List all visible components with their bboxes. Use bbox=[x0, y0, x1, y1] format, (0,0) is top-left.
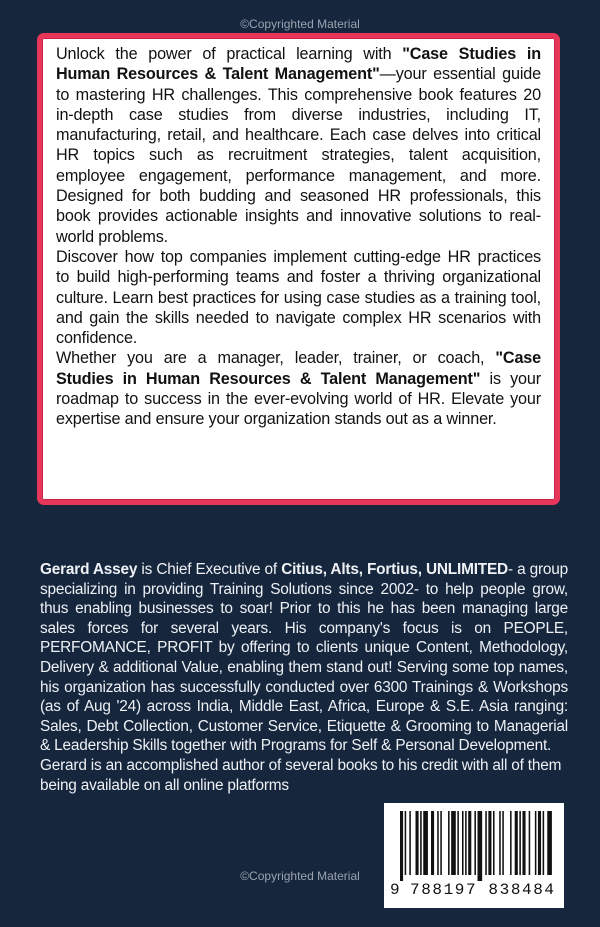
copyright-watermark-top: ©Copyrighted Material bbox=[240, 17, 360, 31]
barcode-bar bbox=[457, 811, 459, 875]
blurb-p3-intro: Whether you are a manager, leader, trainer, or coach, bbox=[56, 349, 496, 368]
barcode-bar bbox=[519, 811, 521, 875]
blurb-book-title-repeat: "Case Studies in Human Resources & Talent Management" bbox=[56, 349, 541, 388]
barcode-bar bbox=[510, 811, 512, 875]
barcode-bar bbox=[437, 811, 439, 875]
barcode-bar bbox=[405, 811, 407, 875]
barcode-bar bbox=[440, 811, 442, 875]
author-bio-closing: Gerard is an accomplished author of several books to his credit with all of them being available on all online platforms bbox=[40, 756, 562, 794]
barcode-bar bbox=[535, 811, 537, 875]
isbn-barcode bbox=[384, 803, 564, 908]
blurb-p1-body: —your essential guide to mastering HR challenges. This comprehensive book features 20 in-depth case studies from diverse industries, including IT, manufacturing, retail, and healthcare. Each case delves into critical HR topics such as recruitment strategies, talent acquisition, employee engagement, performance management, and more. Designed for both budding and seasoned HR professionals, this book provides actionable insights and innovative solutions to real-world problems. bbox=[56, 65, 541, 246]
barcode-lead-digit: 9 bbox=[390, 881, 400, 899]
barcode-bar bbox=[543, 811, 545, 875]
author-bio bbox=[40, 560, 568, 795]
author-bio-text-b: - a group specializing in providing Training Solutions since 2002- to help people grow, thus enabling businesses to soar! Prior to this he has been managing large sales forces for several years. His company's focus is on PEOPLE, PERFOMANCE, PROFIT by offering to clients unique Content, Methodology, Delivery & additional Value, enabling them stand out! Serving some top names, his organization has successfully conducted over 6300 Trainings & Workshops (as of Aug '24) across India, Middle East, Africa, Europe & S.E. Asia ranging: Sales, Debt Collection, Customer Service, Etiquette & Grooming to Managerial & Leadership Skills together with Programs for Self & Personal Development. bbox=[40, 561, 568, 755]
barcode-bar bbox=[529, 811, 531, 875]
barcode-bar bbox=[485, 811, 487, 875]
author-company: Citius, Alts, Fortius, UNLIMITED bbox=[281, 561, 508, 578]
blurb-paragraph-3 bbox=[56, 348, 541, 429]
barcode-bar bbox=[502, 811, 504, 875]
blurb-p1-intro: Unlock the power of practical learning with bbox=[56, 45, 403, 63]
barcode-bar bbox=[468, 811, 471, 875]
barcode-bar bbox=[409, 811, 411, 875]
barcode-bar bbox=[420, 811, 422, 875]
barcode-bar bbox=[416, 811, 419, 875]
barcode-bar bbox=[538, 811, 541, 875]
blurb-paragraph-2: Discover how top companies implement cutting-edge HR practices to build high-performing teams and foster a thriving organizational culture. Learn best practices for using case studies as a training tool, and gain the skills needed to navigate complex HR scenarios with confidence. bbox=[56, 247, 541, 348]
author-bio-text-a: is Chief Executive of bbox=[137, 561, 282, 578]
barcode-bar bbox=[499, 811, 501, 875]
barcode-bar bbox=[462, 811, 464, 875]
barcode-bar bbox=[423, 811, 428, 875]
barcode-digits: 788197 838484 bbox=[410, 881, 556, 899]
barcode-bar bbox=[488, 811, 491, 875]
blurb-paragraph-1 bbox=[56, 44, 541, 247]
barcode-bar bbox=[465, 811, 467, 875]
barcode-bar bbox=[451, 811, 456, 875]
barcode-bar bbox=[474, 811, 476, 875]
barcode-bar bbox=[431, 811, 434, 875]
blurb-book-title: "Case Studies in Human Resources & Talent Management" bbox=[56, 45, 541, 84]
author-bio-paragraph bbox=[40, 560, 568, 756]
copyright-watermark-bottom: ©Copyrighted Material bbox=[240, 869, 360, 883]
barcode-bar bbox=[547, 811, 552, 875]
blurb-p3-body: is your roadmap to success in the ever-evolving world of HR. Elevate your expertise and ensure your organization stands out as a winner. bbox=[56, 369, 541, 429]
book-blurb-box bbox=[37, 33, 560, 505]
barcode-bar bbox=[522, 811, 525, 875]
barcode-bar bbox=[493, 811, 495, 875]
author-name: Gerard Assey bbox=[40, 561, 138, 578]
barcode-bar bbox=[515, 811, 518, 875]
barcode-bar bbox=[448, 811, 450, 875]
